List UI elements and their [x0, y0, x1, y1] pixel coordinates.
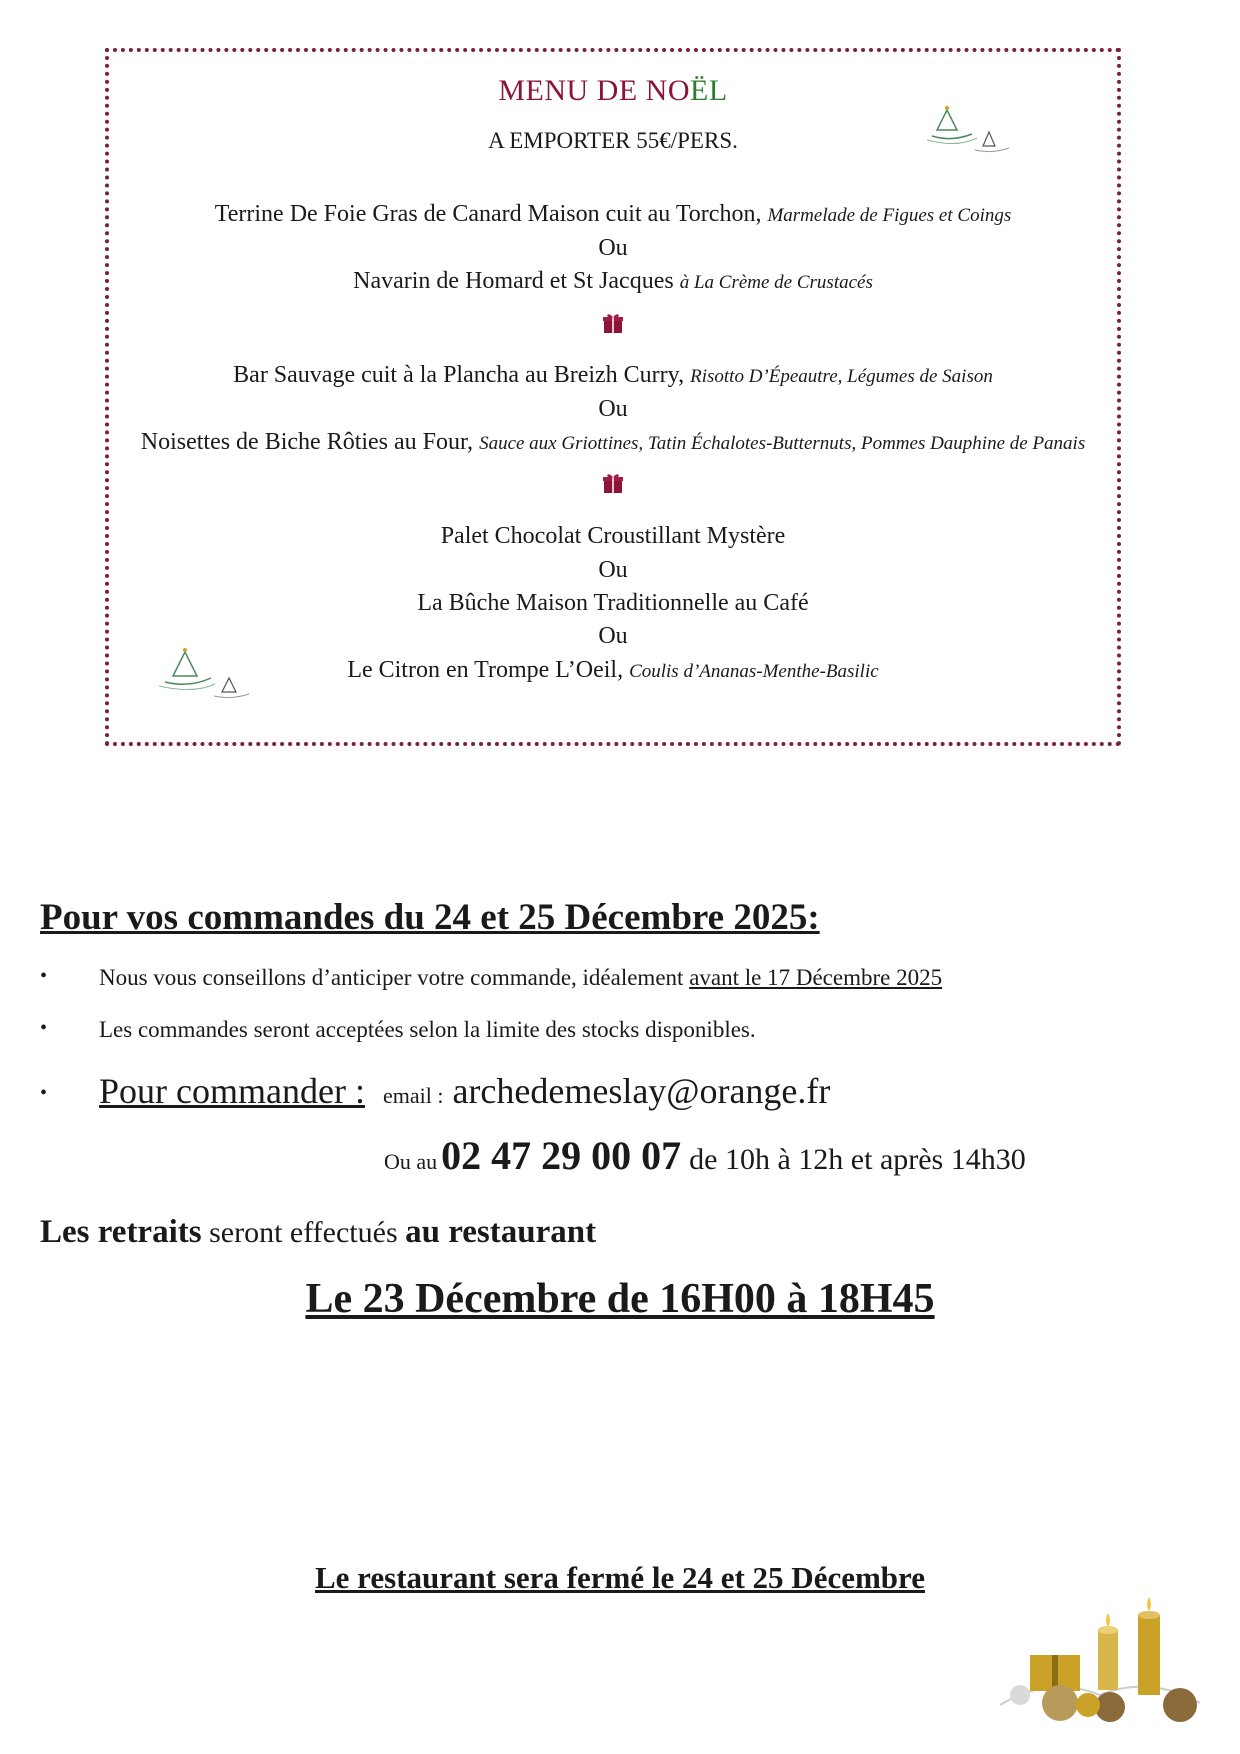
pickup-date: Le 23 Décembre de 16H00 à 18H45 — [305, 1276, 935, 1322]
dessert-1: Palet Chocolat Croustillant Mystère — [440, 523, 786, 549]
email-link[interactable]: archedemeslay@orange.fr — [452, 1071, 831, 1111]
orders-heading: Pour vos commandes du 24 et 25 Décembre 2025: — [40, 897, 820, 938]
christmas-candles-icon — [990, 1585, 1210, 1735]
gift-icon — [602, 312, 624, 334]
separator-ou: Ou — [598, 235, 628, 261]
christmas-tree-icon — [159, 644, 254, 704]
separator-ou: Ou — [598, 396, 628, 422]
phone-number[interactable]: 02 47 29 00 07 — [441, 1133, 682, 1178]
separator-ou: Ou — [598, 623, 628, 649]
bullet-icon: • — [40, 1017, 48, 1039]
bullet-icon: • — [40, 965, 48, 987]
menu-card — [105, 48, 1121, 746]
dessert-2: La Bûche Maison Traditionnelle au Café — [417, 590, 809, 616]
main-1: Bar Sauvage cuit à la Plancha au Breizh Curry, Risotto D’Épeautre, Légumes de Saison — [233, 362, 993, 388]
phone-line: Ou au 02 47 29 00 07 de 10h à 12h et après 14h30 — [384, 1133, 1026, 1178]
dessert-3: Le Citron en Trompe L’Oeil, Coulis d’Ananas-Menthe-Basilic — [347, 657, 879, 683]
menu-subtitle: A EMPORTER 55€/PERS. — [488, 128, 738, 153]
bullet-icon: • — [40, 1082, 48, 1104]
gift-icon — [602, 472, 624, 494]
starter-1: Terrine De Foie Gras de Canard Maison cuit au Torchon, Marmelade de Figues et Coings — [214, 201, 1012, 227]
main-2: Noisettes de Biche Rôties au Four, Sauce aux Griottines, Tatin Échalotes-Butternuts, Pommes Dauphine de Panais — [140, 429, 1086, 455]
starter-2: Navarin de Homard et St Jacques à La Crème de Crustacés — [353, 268, 873, 294]
separator-ou: Ou — [598, 557, 628, 583]
closing-notice: Le restaurant sera fermé le 24 et 25 Décembre — [315, 1560, 925, 1595]
pickup-info: Les retraits seront effectués au restaurant — [40, 1214, 597, 1250]
christmas-tree-icon — [927, 102, 1017, 157]
menu-title: MENU DE NOËL — [498, 74, 728, 107]
